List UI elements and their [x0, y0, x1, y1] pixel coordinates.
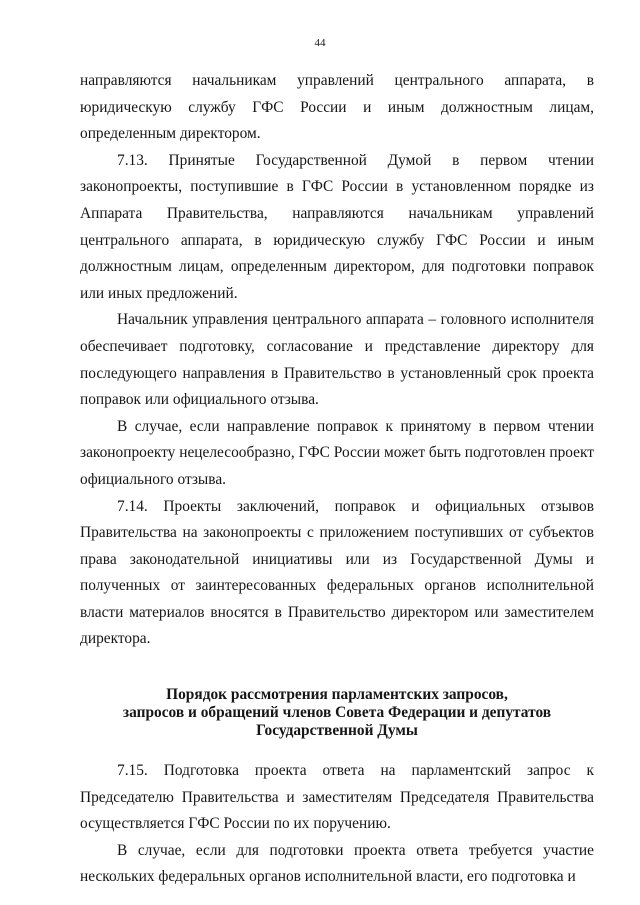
section-heading-line-2: запросов и обращений членов Совета Федерации и депутатов [122, 704, 552, 722]
paragraph-7-14: 7.14. Проекты заключений, поправок и официальных отзывов Правительства на законопроекты с приложением поступивших от субъектов права законодательной инициативы или из Государственной Думы и полученных от заинтересованных федеральных органов исполнительной власти материалов вносятся в Правительство директором или заместителем директора. [80, 497, 594, 648]
page-number: 44 [314, 37, 326, 49]
paragraph-7-15: 7.15. Подготовка проекта ответа на парламентский запрос к Председателю Правительства и заместителям Председателя Правительства осуществляется ГФС России по их поручению. [80, 762, 594, 833]
section-heading-line-3: Государственной Думы [256, 722, 418, 740]
paragraph-head-executive: Начальник управления центрального аппарата – головного исполнителя обеспечивает подготовку, согласование и представление директору для последующего направления в Правительство в установленный срок проекта поправок или официального отзыва. [80, 311, 594, 409]
paragraph-7-13: 7.13. Принятые Государственной Думой в первом чтении законопроекты, поступившие в ГФС России в установленном порядке из Аппарата Правительства, направляются начальникам управлений центрального аппарата, в юридическую службу ГФС России и иным должностным лицам, определенным директором, для подготовки поправок или иных предложений. [80, 151, 594, 302]
section-heading [80, 686, 594, 740]
document-body [80, 68, 594, 891]
paragraph-continuation: направляются начальникам управлений центрального аппарата, в юридическую службу ГФС России и иным должностным лицам, определенным директором. [80, 72, 594, 143]
paragraph-several-agencies: В случае, если для подготовки проекта ответа требуется участие нескольких федеральных органов исполнительной власти, его подготовка и [80, 841, 594, 886]
paragraph-official-review: В случае, если направление поправок к принятому в первом чтении законопроекту нецелесообразно, ГФС России может быть подготовлен проект официального отзыва. [80, 417, 594, 488]
section-heading-line-1: Порядок рассмотрения парламентских запросов, [166, 686, 508, 704]
